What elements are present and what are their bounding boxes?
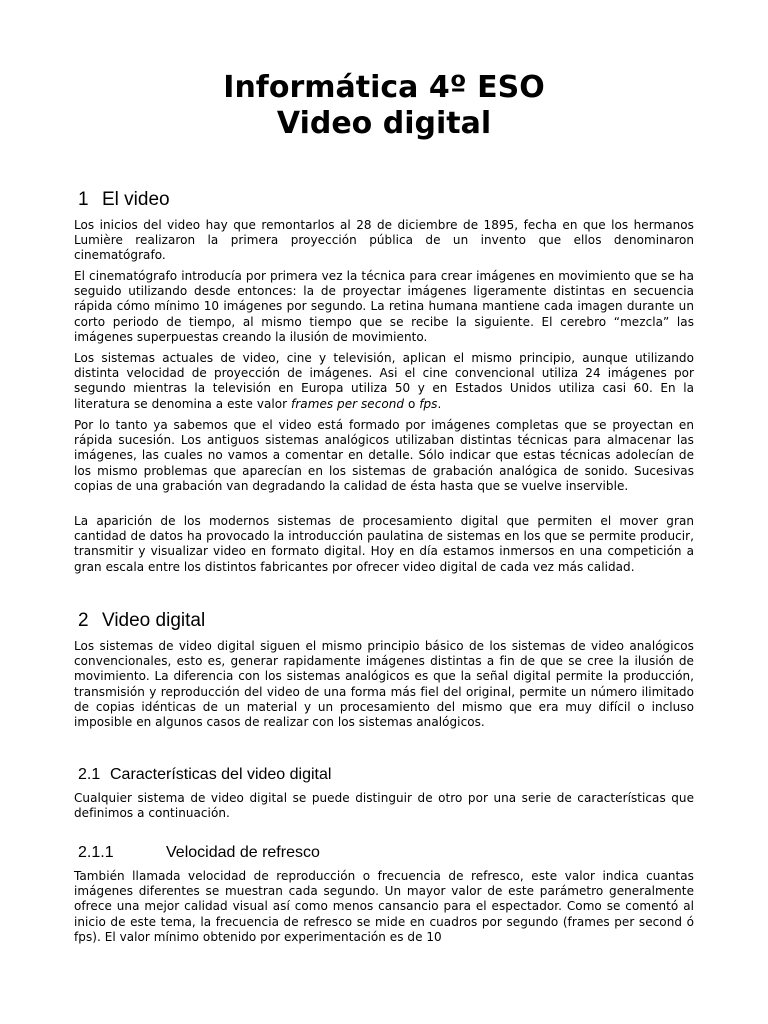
- paragraph: Por lo tanto ya sabemos que el video está formado por imágenes completas que se proyectan en rápida sucesión. Los antiguos sistemas analógicos utilizaban distintas técnicas para almacenar las imágenes, las cuales no vamos a comentar en detalle. Sólo indicar que estas técnicas adolecían de los mismo problemas que aparecían en los sistemas de grabación analógica de sonido. Sucesivas copias de una grabación van degradando la calidad de ésta hasta que se vuelve inservible.: [74, 418, 694, 493]
- section-heading-2-1: [78, 765, 331, 785]
- paragraph-text: Los sistemas actuales de video, cine y televisión, aplican el mismo principio, aunque utilizando distinta velocidad de proyección de imágenes. Asi el cine convencional utiliza 24 imágenes por segundo mientras la televisión en Europa utiliza 50 y en Estados Unidos utiliza casi 60. En la literatura se denomina a este valor: [74, 351, 694, 411]
- section-number: 1: [78, 189, 89, 210]
- paragraph: También llamada velocidad de reproducción o frecuencia de refresco, este valor indica cuantas imágenes diferentes se muestran cada segundo. Un mayor valor de este parámetro generalmente ofrece una mejor calidad visual así como menos cansancio para el espectador. Como se comentó al inicio de este tema, la frecuencia de refresco se mide en cuadros por segundo (frames per second ó fps). El valor mínimo obtenido por experimentación es de 10: [74, 869, 694, 944]
- section-title: Video digital: [102, 610, 206, 631]
- section-title: El video: [102, 189, 170, 210]
- paragraph-text: .: [437, 396, 442, 411]
- paragraph-text: o: [404, 396, 420, 411]
- emphasis-text: fps: [419, 396, 438, 411]
- paragraph: El cinematógrafo introducía por primera vez la técnica para crear imágenes en movimiento que se ha seguido utilizando desde entonces: la de proyectar imágenes ligeramente distintas en secuencia rápida cómo mínimo 10 imágenes por segundo. La retina humana mantiene cada imagen durante un corto periodo de tiempo, al mismo tiempo que se recibe la siguiente. El cerebro “mezcla” las imágenes superpuestas creando la ilusión de movimiento.: [74, 269, 694, 344]
- paragraph: Los sistemas de video digital siguen el mismo principio básico de los sistemas de video analógicos convencionales, esto es, generar rapidamente imágenes distintas a fin de que se cree la ilusión de movimiento. La diferencia con los sistemas analógicos es que la señal digital permite la producción, transmisión y reproducción del video de una forma más fiel del original, permite un número ilimitado de copias idénticas de un material y un procesamiento del mismo que era muy difícil o incluso imposible en algunos casos de realizar con los sistemas analógicos.: [74, 639, 694, 730]
- document-title-line-1: Informática 4º ESO: [223, 70, 545, 105]
- emphasis-text: frames per second: [291, 396, 405, 411]
- paragraph: La aparición de los modernos sistemas de procesamiento digital que permiten el mover gran cantidad de datos ha provocado la introducción paulatina de sistemas en los que se permite producir, transmitir y visualizar video en formato digital. Hoy en día estamos inmersos en una competición a gran escala entre los distintos fabricantes por ofrecer video digital de cada vez más calidad.: [74, 514, 694, 574]
- paragraph: Cualquier sistema de video digital se puede distinguir de otro por una serie de características que definimos a continuación.: [74, 791, 694, 821]
- section-number: 2.1.1: [78, 844, 114, 861]
- document-title-line-2: Video digital: [276, 106, 492, 141]
- section-number: 2.1: [78, 766, 101, 783]
- section-title: Características del video digital: [110, 766, 332, 783]
- section-heading-2: [78, 610, 205, 632]
- section-number: 2: [78, 610, 89, 631]
- section-heading-2-1-1: [78, 843, 320, 863]
- paragraph: [74, 351, 694, 412]
- section-heading-1: [78, 189, 170, 211]
- paragraph: Los inicios del video hay que remontarlos al 28 de diciembre de 1895, fecha en que los hermanos Lumière realizaron la primera proyección pública de un invento que ellos denominaron cinematógrafo.: [74, 218, 694, 263]
- section-title: Velocidad de refresco: [166, 844, 320, 861]
